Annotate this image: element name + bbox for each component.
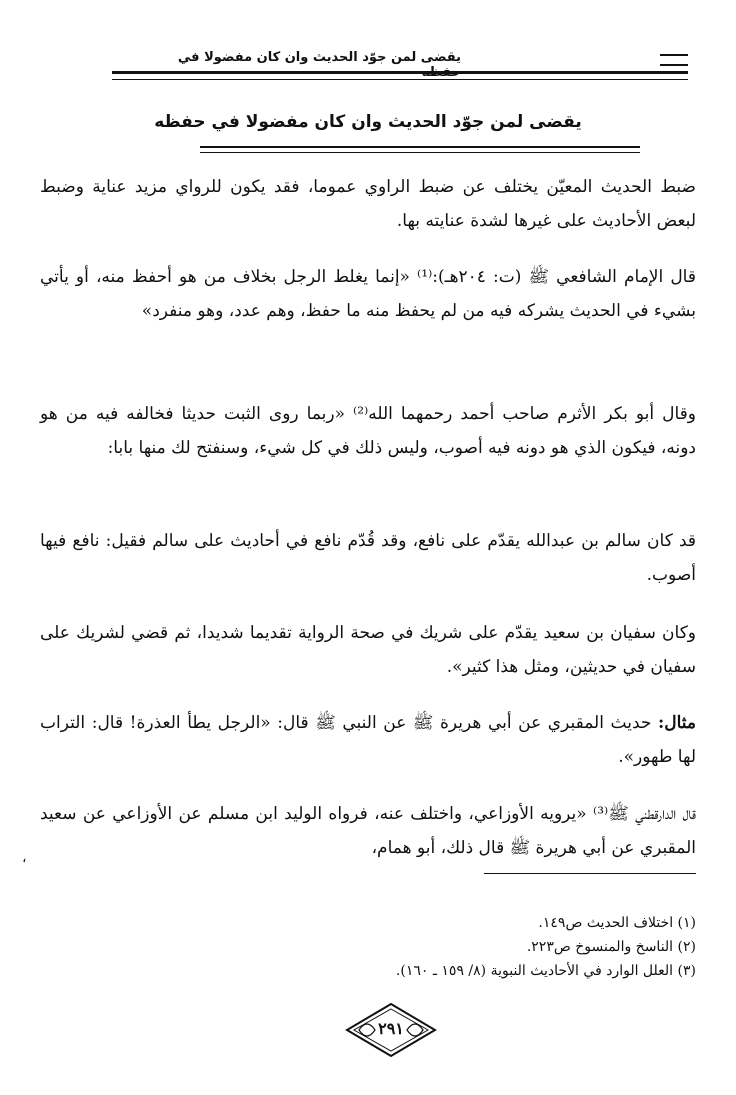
paragraph-4: [40, 524, 696, 592]
paragraph-1-text: ضبط الحديث المعيّن يختلف عن ضبط الراوي عموما، فقد يكون للرواي مزيد عناية وضبط لبعض الأحاديث على غيرها لشدة عنايته بها.: [40, 177, 696, 231]
running-header: يقضى لمن جوّد الحديث وان كان مفضولا في حفظه: [177, 50, 461, 80]
paragraph-6-text: [40, 706, 696, 774]
section-title: يقضى لمن جوّد الحديث وان كان مفضولا في حفظه: [154, 112, 582, 132]
header-rule: [112, 71, 688, 80]
paragraph-4-text: قد كان سالم بن عبدالله يقدّم على نافع، وقد قُدّم نافع في أحاديث على سالم فقيل: نافع فيها أصوب.: [40, 531, 696, 585]
paragraph-7: [40, 797, 696, 865]
paragraph-6: [40, 706, 696, 774]
paragraph-5-text: وكان سفيان بن سعيد يقدّم على شريك في صحة الرواية تقديما شديدا، ثم قضي لشريك على سفيان في حديثين، ومثل هذا كثير».: [40, 623, 696, 677]
paragraph-1: [40, 170, 696, 238]
footnote-3: (٣) العلل الوارد في الأحاديث النبوية (٨/ ١٥٩ ـ ١٦٠).: [395, 963, 696, 979]
header-ornament: [660, 54, 688, 66]
page-number-ornament: [345, 1002, 437, 1058]
example-label: مثال:: [657, 713, 696, 733]
paragraph-3: [40, 397, 696, 465]
section-title-underline: [200, 146, 640, 153]
margin-mark: ،: [22, 850, 27, 866]
paragraph-5: [40, 616, 696, 684]
paragraph-3-text: وقال أبو بكر الأثرم صاحب أحمد رحمهما الله⁽²⁾ «ربما روى الثبت حديثا فخالفه فيه من هو دونه، فيكون الذي هو دونه فيه أصوب، وليس ذلك في كل شيء، وسنفتح لك منها بابا:: [40, 404, 696, 458]
paragraph-2: [40, 260, 696, 328]
example-text: حديث المقبري عن أبي هريرة ﷺ عن النبي ﷺ قال: «الرجل يطأ العذرة! قال: التراب لها طهور».: [40, 713, 696, 767]
footnote-separator: [484, 873, 696, 874]
footnote-2: (٢) الناسخ والمنسوخ ص٢٢٣.: [526, 939, 696, 955]
paragraph-7-text: قال الدارقطني ﷺ⁽³⁾ «يرويه الأوزاعي، واختلف عنه، فرواه الوليد ابن مسلم عن الأوزاعي عن سعيد المقبري عن أبي هريرة ﷺ قال ذلك، أبو همام،: [40, 804, 696, 858]
paragraph-2-text: قال الإمام الشافعي ﷺ (ت: ٢٠٤هـ):⁽¹⁾ «إنما يغلط الرجل بخلاف من هو أحفظ منه، أو يأتي بشيء في الحديث يشركه فيه من لم يحفظ منه ما حفظ، وهم عدد، وهو منفرد»: [40, 267, 696, 321]
page-number: ٢٩١: [378, 1019, 404, 1038]
footnote-1: (١) اختلاف الحديث ص١٤٩.: [538, 915, 696, 931]
